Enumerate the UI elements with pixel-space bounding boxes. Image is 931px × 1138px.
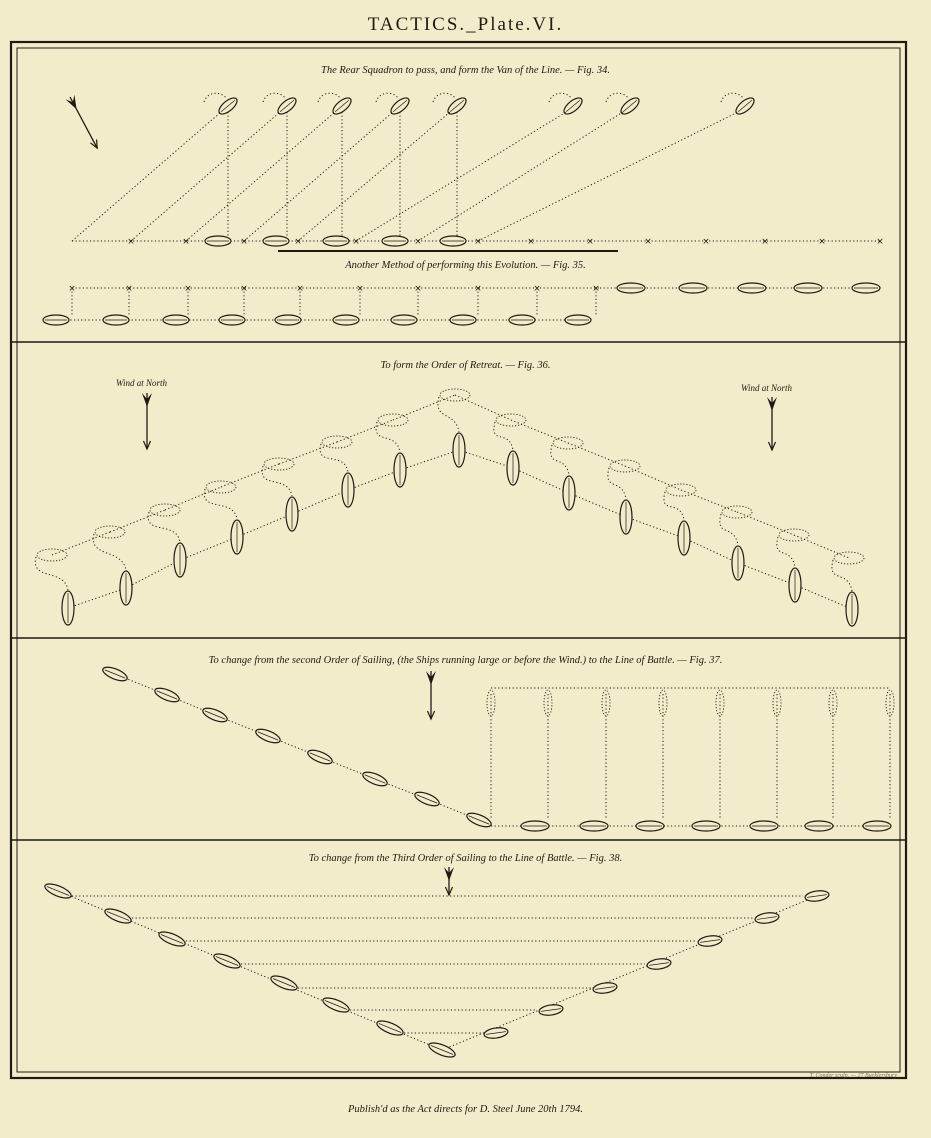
fig36-diagram (35, 389, 864, 626)
line-marker: × (296, 284, 304, 294)
sailing-line (165, 487, 221, 510)
ship-icon (263, 236, 289, 246)
ship-icon (483, 1026, 508, 1039)
wind-arrow-icon (66, 95, 102, 151)
sailing-line (393, 395, 455, 420)
ship-icon (342, 473, 354, 507)
ship-icon (153, 685, 181, 704)
retreat-line (180, 537, 237, 560)
ship-icon (120, 571, 132, 605)
sailing-line (52, 532, 110, 555)
ship-icon (43, 315, 69, 325)
ship-icon (738, 283, 766, 293)
ship-icon (509, 315, 535, 325)
sailing-line (794, 535, 849, 558)
sailing-line (737, 512, 794, 535)
fig37-caption: To change from the second Order of Sailing, (the Ships running large or before the Wind.) to the Line of Battle. — Fig. 37. (208, 655, 723, 666)
course-line (356, 112, 566, 241)
line-marker: × (474, 237, 482, 247)
ship-icon (361, 769, 389, 788)
ship-icon (592, 981, 617, 994)
ship-icon (580, 821, 608, 831)
line-marker: × (761, 237, 769, 247)
sailing-line (568, 443, 625, 466)
fig35-caption: Another Method of performing this Evolution. — Fig. 35. (345, 260, 586, 271)
ship-icon (391, 315, 417, 325)
course-line (478, 112, 738, 241)
retreat-line (459, 450, 513, 468)
turn-track (320, 444, 348, 472)
engraver-credit: T. Conder sculp. — 27 Bucklersbury (809, 1073, 897, 1079)
ship-icon (679, 283, 707, 293)
ship-icon (394, 453, 406, 487)
turn-track (777, 537, 795, 567)
line-marker: × (240, 237, 248, 247)
ship-icon (275, 315, 301, 325)
course-line (131, 112, 280, 241)
sailing-line (110, 510, 165, 532)
ghost-ship-icon (834, 552, 864, 564)
ship-icon (101, 664, 129, 683)
arrow-fletching (66, 95, 81, 112)
ship-icon (382, 236, 408, 246)
ship-icon (205, 236, 231, 246)
ship-icon (212, 951, 242, 971)
sailing-line (511, 420, 568, 443)
line-marker: × (533, 284, 541, 294)
line-marker: × (592, 284, 600, 294)
retreat-line (626, 517, 684, 538)
course-line (418, 112, 623, 241)
ship-icon (306, 747, 334, 766)
ship-icon (427, 1040, 457, 1060)
ship-icon (375, 1018, 405, 1038)
wind-label-right: Wind at North (741, 383, 793, 393)
turn-track (720, 514, 738, 545)
ship-icon (163, 315, 189, 325)
ship-icon (754, 911, 779, 924)
line-marker: × (414, 284, 422, 294)
ship-icon (62, 591, 74, 625)
retreat-line (348, 470, 400, 490)
ship-icon (453, 433, 465, 467)
fig34-diagram (66, 93, 884, 251)
ship-icon (646, 957, 671, 970)
line-marker: × (818, 237, 826, 247)
wind-arrow-right-icon (767, 397, 777, 450)
ship-icon (103, 315, 129, 325)
ship-icon (507, 451, 519, 485)
ship-icon (789, 568, 801, 602)
fig36-caption: To form the Order of Retreat. — Fig. 36. (380, 360, 551, 371)
fig34-caption: The Rear Squadron to pass, and form the Van of the Line. — Fig. 34. (321, 65, 610, 76)
ship-icon (620, 500, 632, 534)
retreat-line (400, 450, 459, 470)
turn-track (664, 492, 684, 520)
sailing-line (279, 442, 337, 464)
line-marker: × (414, 237, 422, 247)
ship-icon (678, 521, 690, 555)
turn-track (438, 397, 459, 432)
turn-track (93, 534, 126, 570)
fig37-diagram (101, 664, 894, 831)
ship-icon (563, 476, 575, 510)
wake-arc (263, 93, 285, 102)
line-marker: × (294, 237, 302, 247)
retreat-line (569, 493, 626, 517)
ship-icon (323, 236, 349, 246)
retreat-line (513, 468, 569, 493)
ship-icon (561, 95, 584, 117)
turn-track (608, 468, 626, 499)
ship-icon (804, 889, 829, 902)
sailing-line (681, 490, 737, 512)
ship-icon (538, 1003, 563, 1016)
line-marker: × (876, 237, 884, 247)
line-marker: × (702, 237, 710, 247)
ship-icon (565, 315, 591, 325)
ship-icon (805, 821, 833, 831)
ship-icon (157, 929, 187, 949)
line-marker: × (182, 237, 190, 247)
wake-arc (318, 93, 340, 102)
wake-arc (204, 93, 226, 102)
ship-icon (692, 821, 720, 831)
turn-track (204, 489, 237, 519)
ship-icon (286, 497, 298, 531)
wind-arrow-left-icon (142, 393, 152, 449)
sailing-line (455, 395, 511, 420)
ship-icon (750, 821, 778, 831)
turn-track (832, 560, 852, 591)
ship-icon (521, 821, 549, 831)
line-marker: × (127, 237, 135, 247)
course-line (244, 112, 393, 241)
ship-icon (231, 520, 243, 554)
ship-icon (103, 906, 133, 926)
turn-track (551, 445, 569, 475)
ship-icon (269, 973, 299, 993)
ship-icon (465, 810, 493, 829)
course-line (298, 112, 450, 241)
fig35-diagram (43, 283, 880, 325)
ship-icon (174, 543, 186, 577)
retreat-line (738, 563, 795, 585)
retreat-line (237, 514, 292, 537)
turn-track (262, 466, 292, 496)
line-marker: × (125, 284, 133, 294)
turn-track (376, 422, 400, 452)
ship-icon (846, 592, 858, 626)
ship-icon (413, 789, 441, 808)
ship-icon (852, 283, 880, 293)
ship-icon (617, 283, 645, 293)
retreat-line (795, 585, 852, 609)
line-marker: × (68, 284, 76, 294)
line-marker: × (474, 284, 482, 294)
ship-icon (333, 315, 359, 325)
ship-icon (733, 95, 756, 117)
turn-track (35, 557, 68, 590)
plate-title: TACTICS._Plate.VI. (367, 14, 564, 35)
line-marker: × (586, 237, 594, 247)
wake-arc (606, 93, 628, 102)
course-line (72, 112, 221, 241)
ship-hull (834, 552, 864, 564)
fig38-diagram (43, 867, 829, 1060)
ship-icon (863, 821, 891, 831)
wake-arc (433, 93, 455, 102)
line-marker: × (184, 284, 192, 294)
turn-track (494, 422, 513, 450)
ship-icon (254, 726, 282, 745)
ship-icon (445, 95, 468, 117)
line-marker: × (352, 237, 360, 247)
ship-icon (732, 546, 744, 580)
line-marker: × (356, 284, 364, 294)
ship-icon (794, 283, 822, 293)
ship-icon (697, 934, 722, 947)
wake-arc (376, 93, 398, 102)
ship-icon (440, 236, 466, 246)
sailing-line (221, 464, 279, 487)
line-marker: × (240, 284, 248, 294)
ship-icon (636, 821, 664, 831)
retreat-line (126, 560, 180, 588)
wind-arrow-icon (426, 671, 436, 719)
ship-icon (618, 95, 641, 117)
wake-arc (549, 93, 571, 102)
fig38-caption: To change from the Third Order of Sailing to the Line of Battle. — Fig. 38. (308, 853, 623, 864)
retreat-line (292, 490, 348, 514)
ship-icon (450, 315, 476, 325)
retreat-line (68, 588, 126, 608)
line-marker: × (527, 237, 535, 247)
line-marker: × (644, 237, 652, 247)
ship-icon (43, 881, 73, 901)
retreat-line (684, 538, 738, 563)
course-line (186, 112, 335, 241)
sailing-line (337, 420, 393, 442)
ship-icon (321, 995, 351, 1015)
ship-icon (201, 705, 229, 724)
turn-track (148, 512, 180, 542)
wake-arc (721, 93, 743, 102)
wind-label-left: Wind at North (116, 378, 168, 388)
ship-icon (219, 315, 245, 325)
wind-arrow-icon (444, 867, 454, 895)
publisher-line: Publish'd as the Act directs for D. Steel June 20th 1794. (348, 1104, 583, 1115)
sailing-line (625, 466, 681, 490)
